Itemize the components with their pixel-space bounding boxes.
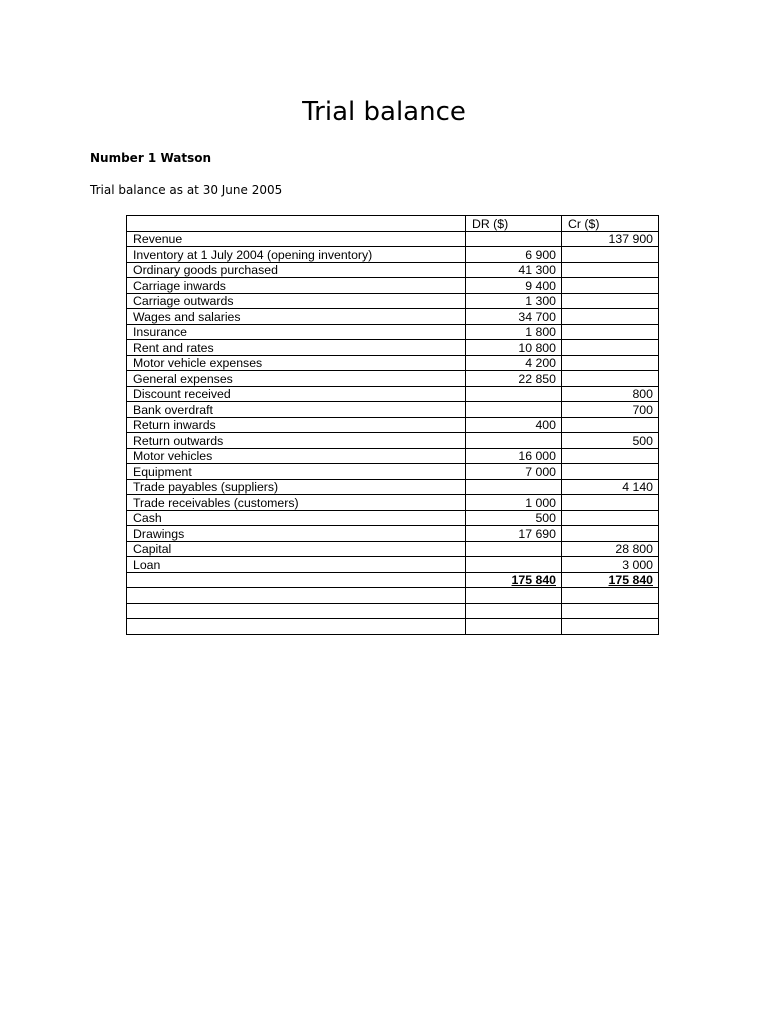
row-cr-value: 700 [562, 402, 659, 418]
row-label: General expenses [127, 371, 466, 387]
row-label: Loan [127, 557, 466, 573]
blank-cell [127, 588, 466, 604]
document-subtitle: Trial balance as at 30 June 2005 [90, 183, 283, 197]
row-dr-value: 6 900 [466, 247, 562, 263]
table-row [127, 526, 659, 542]
trial-balance-body [127, 216, 659, 635]
row-label: Trade receivables (customers) [127, 495, 466, 511]
row-cr-value [562, 247, 659, 263]
row-dr-value: 1 000 [466, 495, 562, 511]
header-cr: Cr ($) [562, 216, 659, 232]
table-row [127, 464, 659, 480]
blank-cell [127, 619, 466, 635]
row-dr-value [466, 557, 562, 573]
row-cr-value [562, 340, 659, 356]
row-label: Bank overdraft [127, 402, 466, 418]
row-dr-value [466, 433, 562, 449]
row-label: Capital [127, 541, 466, 557]
row-label: Cash [127, 510, 466, 526]
row-cr-value [562, 510, 659, 526]
table-row [127, 371, 659, 387]
blank-row [127, 588, 659, 604]
row-dr-value: 4 200 [466, 355, 562, 371]
row-dr-value: 400 [466, 417, 562, 433]
row-dr-value: 1 800 [466, 324, 562, 340]
row-label: Discount received [127, 386, 466, 402]
table-row [127, 386, 659, 402]
blank-row [127, 619, 659, 635]
blank-cell [466, 619, 562, 635]
row-label: Carriage inwards [127, 278, 466, 294]
row-dr-value: 41 300 [466, 262, 562, 278]
row-label: Motor vehicle expenses [127, 355, 466, 371]
table-header-row [127, 216, 659, 232]
row-label: Carriage outwards [127, 293, 466, 309]
row-dr-value [466, 386, 562, 402]
table-row [127, 417, 659, 433]
row-label: Return inwards [127, 417, 466, 433]
row-dr-value: 9 400 [466, 278, 562, 294]
page-title: Trial balance [302, 97, 466, 127]
blank-cell [466, 603, 562, 619]
row-label: Wages and salaries [127, 309, 466, 325]
row-label: Rent and rates [127, 340, 466, 356]
trial-balance-table [126, 215, 659, 635]
row-dr-value: 17 690 [466, 526, 562, 542]
table-row [127, 278, 659, 294]
row-dr-value: 16 000 [466, 448, 562, 464]
blank-cell [127, 603, 466, 619]
table-row [127, 247, 659, 263]
table-row [127, 309, 659, 325]
row-cr-value [562, 464, 659, 480]
row-dr-value: 500 [466, 510, 562, 526]
blank-cell [562, 619, 659, 635]
row-cr-value [562, 324, 659, 340]
totals-row [127, 572, 659, 588]
table-row [127, 293, 659, 309]
row-label: Revenue [127, 231, 466, 247]
row-label: Insurance [127, 324, 466, 340]
row-cr-value [562, 355, 659, 371]
row-cr-value: 3 000 [562, 557, 659, 573]
total-cr: 175 840 [562, 572, 659, 588]
row-cr-value [562, 371, 659, 387]
table-row [127, 495, 659, 511]
table-row [127, 557, 659, 573]
blank-row [127, 603, 659, 619]
header-description [127, 216, 466, 232]
table-row [127, 262, 659, 278]
table-row [127, 510, 659, 526]
row-cr-value [562, 495, 659, 511]
row-dr-value [466, 541, 562, 557]
company-name: Number 1 Watson [90, 151, 212, 165]
table-row [127, 448, 659, 464]
blank-cell [562, 588, 659, 604]
row-dr-value: 22 850 [466, 371, 562, 387]
blank-cell [466, 588, 562, 604]
table-row [127, 231, 659, 247]
row-label: Motor vehicles [127, 448, 466, 464]
table-row [127, 541, 659, 557]
row-cr-value: 28 800 [562, 541, 659, 557]
table-row [127, 479, 659, 495]
blank-cell [562, 603, 659, 619]
table-row [127, 402, 659, 418]
row-cr-value: 800 [562, 386, 659, 402]
row-cr-value: 137 900 [562, 231, 659, 247]
table-row [127, 355, 659, 371]
totals-label [127, 572, 466, 588]
row-dr-value [466, 231, 562, 247]
row-label: Equipment [127, 464, 466, 480]
row-label: Inventory at 1 July 2004 (opening inventory) [127, 247, 466, 263]
row-cr-value [562, 293, 659, 309]
row-label: Ordinary goods purchased [127, 262, 466, 278]
row-label: Trade payables (suppliers) [127, 479, 466, 495]
row-cr-value [562, 526, 659, 542]
table-row [127, 324, 659, 340]
row-cr-value [562, 278, 659, 294]
row-cr-value [562, 448, 659, 464]
table-row [127, 340, 659, 356]
row-cr-value [562, 309, 659, 325]
row-cr-value: 4 140 [562, 479, 659, 495]
row-dr-value: 7 000 [466, 464, 562, 480]
header-dr: DR ($) [466, 216, 562, 232]
row-dr-value: 10 800 [466, 340, 562, 356]
row-cr-value [562, 262, 659, 278]
row-cr-value: 500 [562, 433, 659, 449]
total-dr: 175 840 [466, 572, 562, 588]
row-dr-value [466, 402, 562, 418]
row-dr-value: 34 700 [466, 309, 562, 325]
row-dr-value [466, 479, 562, 495]
row-cr-value [562, 417, 659, 433]
row-label: Drawings [127, 526, 466, 542]
row-label: Return outwards [127, 433, 466, 449]
table-row [127, 433, 659, 449]
row-dr-value: 1 300 [466, 293, 562, 309]
